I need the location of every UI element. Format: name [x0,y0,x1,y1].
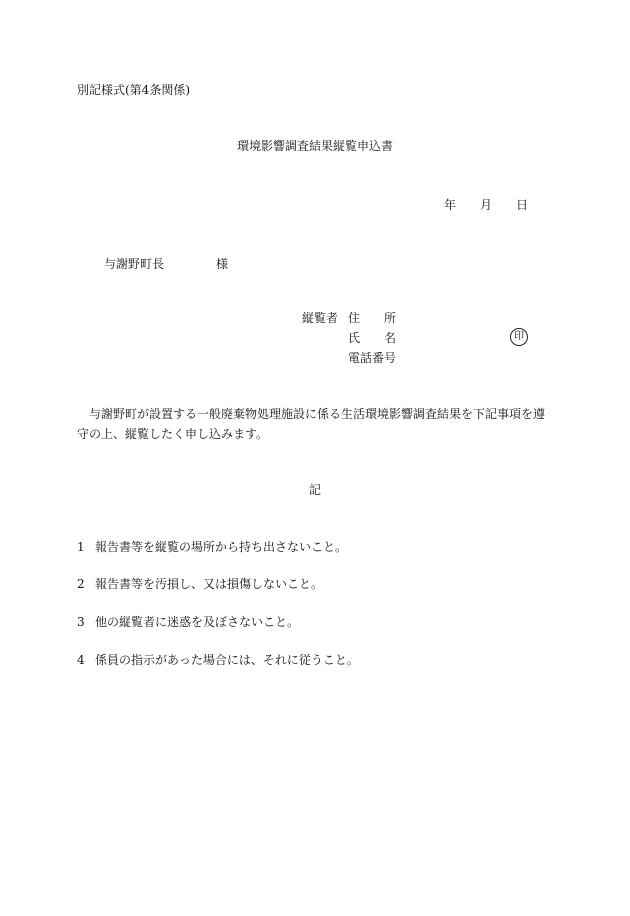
item-number: 4 [77,653,85,667]
item-text: 報告書等を汚損し、又は損傷しないこと。 [95,577,324,591]
phone-field-label: 電話番号 [348,351,397,365]
item-text: 係員の指示があった場合には、それに従うこと。 [95,653,359,667]
date-year-label: 年 [444,198,457,212]
addressee [104,256,228,273]
list-item [77,539,347,556]
item-text: 報告書等を縦覧の場所から持ち出さないこと。 [95,540,348,554]
list-item [77,652,359,669]
item-text: 他の縦覧者に迷惑を及ぼさないこと。 [95,615,300,629]
date-row [444,197,528,214]
ki-heading: 記 [308,483,321,497]
item-number: 2 [77,577,85,591]
form-label: 別記様式(第4条関係) [77,83,190,97]
list-item [77,614,299,631]
list-item [77,576,323,593]
document-title: 環境影響調査結果縦覧申込書 [236,139,393,153]
date-month-label: 月 [480,198,493,212]
addressee-name: 与謝野町長 [104,257,165,271]
addressee-honorific: 様 [216,257,229,271]
address-field-label: 住 所 [348,311,397,325]
item-number: 1 [77,540,85,554]
seal-icon: 印 [510,328,528,346]
applicant-label: 縦覧者 [302,311,339,325]
name-field-label: 氏 名 [348,331,397,345]
application-statement: 与謝野町が設置する一般廃棄物処理施設に係る生活環境影響調査結果を下記事項を遵守の上、縦覧したく申し込みます。 [77,407,546,441]
date-day-label: 日 [516,198,529,212]
item-number: 3 [77,615,85,629]
